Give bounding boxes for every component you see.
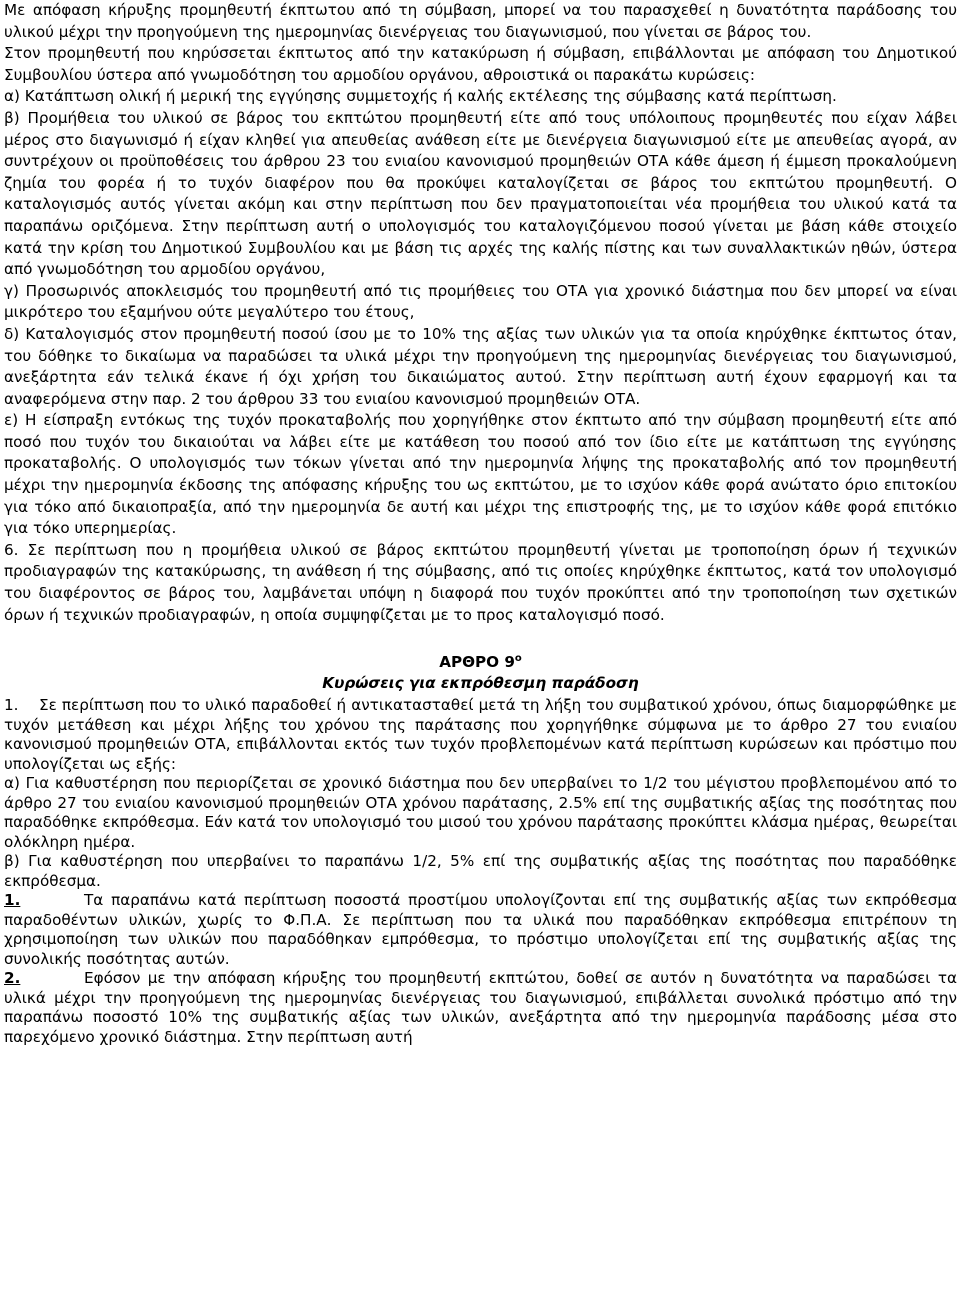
numbered-paragraph-1-number: 1.: [4, 891, 21, 910]
article-sub-paragraph-b: β) Για καθυστέρηση που υπερβαίνει το παραπάνω 1/2, 5% επί της συμβατικής αξίας της ποσότητας που παραδόθηκε εκπρόθεσμα.: [4, 852, 957, 890]
paragraph-sanctions-intro: Στον προμηθευτή που κηρύσσεται έκπτωτος από την κατακύρωση ή σύμβαση, επιβάλλονται με απόφαση του Δημοτικού Συμβουλίου ύστερα από γνωμοδότηση του αρμοδίου οργάνου, αθροιστικά οι παρακάτω κυρώσεις:: [4, 44, 957, 84]
paragraph-bankruptcy-decision: Με απόφαση κήρυξης προμηθευτή έκπτωτου από τη σύμβαση, μπορεί να του παρασχεθεί η δυνατότητα παράδοσης του υλικού μέχρι την προηγούμενη της ημερομηνίας διενέργειας του διαγωνισμού, που γίνεται σε βάρος του.: [4, 1, 957, 41]
numbered-paragraph-1-text: Τα παραπάνω κατά περίπτωση ποσοστά προστίμου υπολογίζονται επί της συμβατικής αξίας των εκπρόθεσμα παραδοθέντων υλικών, χωρίς το Φ.Π.Α. Σε περίπτωση που τα υλικά που παραδόθηκαν εκπρόθεσμα επιτρέπουν τη χρησιμοποίηση των υλικών που παραδόθηκαν εμπρόθεσμα, το πρόστιμο υπολογίζεται επί της συμβατικής αξίας της συνολικής ποσότητας αυτών.: [4, 891, 957, 968]
article-paragraph-1-number: 1.: [4, 696, 19, 715]
paragraph-sanction-d: δ) Καταλογισμός στον προμηθευτή ποσού ίσου με το 10% της αξίας των υλικών για τα οποία κηρύχθηκε έκπτωτος όταν, του δόθηκε το δικαίωμα να παραδώσει τα υλικά μέχρι την προηγούμενη της ημερομηνίας διενέργειας του διαγωνισμού, ανεξάρτητα εάν τελικά έκανε ή όχι χρήση του δικαιώματος αυτού. Στην περίπτωση αυτή έχουν εφαρμογή και τα αναφερόμενα στην παρ. 2 του άρθρου 33 του ενιαίου κανονισμού προμηθειών ΟΤΑ.: [4, 324, 957, 408]
article-sub-paragraph-a: α) Για καθυστέρηση που περιορίζεται σε χρονικό διάστημα που δεν υπερβαίνει το 1/2 του μέγιστου προβλεπομένου από το άρθρο 27 του ενιαίου κανονισμού προμηθειών ΟΤΑ χρόνου παράτασης, 2.5% επί της συμβατικής αξίας της ποσότητας που παραδόθηκε εκπρόθεσμα. Εάν κατά τον υπολογισμό του μισού του χρόνου παράτασης προκύπτει κλάσμα ημέρας, θεωρείται ολόκληρη ημέρα.: [4, 774, 957, 851]
numbered-paragraph-2-text: Εφόσον με την απόφαση κήρυξης του προμηθευτή εκπτώτου, δοθεί σε αυτόν η δυνατότητα να παραδώσει τα υλικά μέχρι την προηγούμενη της ημερομηνίας διενέργειας του διαγωνισμού, επιβάλλεται συνολικά πρόστιμο από την παραπάνω ποσοστό 10% της συμβατικής αξίας των υλικών, ανεξάρτητα από την ημερομηνία παράδοσης μέσα στο παρεχόμενο χρονικό διάστημα. Στην περίπτωση αυτή: [4, 969, 957, 1046]
paragraph-6: 6. Σε περίπτωση που η προμήθεια υλικού σε βάρος εκπτώτου προμηθευτή γίνεται με τροποποίηση όρων ή τεχνικών προδιαγραφών της κατακύρωσης, τη ανάθεση ή της σύμβασης, από τις οποίες κηρύχθηκε έκπτωτος, κατά τον υπολογισμό του διαφέροντος σε βάρος του, λαμβάνεται υπόψη η διαφορά που τυχόν προκύπτει από την τροποποίηση των σχετικών όρων ή τεχνικών προδιαγραφών, η οποία συμψηφίζεται με το προς καταλογισμό ποσό.: [4, 540, 957, 624]
numbered-paragraph-2: [4, 969, 957, 1047]
paragraph-sanction-a: α) Κατάπτωση ολική ή μερική της εγγύησης συμμετοχής ή καλής εκτέλεσης της σύμβασης κατά περίπτωση.: [4, 87, 837, 106]
article-title: [4, 652, 957, 673]
article-title-text: ΑΡΘΡΟ 9: [439, 653, 515, 672]
article-title-ordinal: ο: [514, 653, 522, 665]
paragraph-sanction-e: ε) Η είσπραξη εντόκως της τυχόν προκαταβολής που χορηγήθηκε στον έκπτωτο από την σύμβαση προμηθευτή είτε από ποσό που τυχόν του δικαιούται να λάβει είτε με κατάθεση του ποσού από τον ίδιο είτε με κατάπτωση της εγγύησης προκαταβολής. Ο υπολογισμός των τόκων γίνεται από την ημερομηνία λήψης της προκαταβολής από τον προμηθευτή μέχρι την ημερομηνία έκδοσης της απόφασης κήρυξης του ως εκπτώτου, με το ισχύον κάθε φορά ανώτατο όριο επιτοκίου για τόκο από δικαιοπραξία, από την ημερομηνία δε αυτή και μέχρι της επιστροφής της, με το ισχύον κάθε φορά επιτόκιο για τόκο υπερημερίας.: [4, 411, 957, 538]
paragraph-sanction-c: γ) Προσωρινός αποκλεισμός του προμηθευτή από τις προμήθειες του ΟΤΑ για χρονικό διάστημα που δεν μπορεί να είναι μικρότερο του εξαμήνου ούτε μεγαλύτερο του έτους,: [4, 281, 957, 322]
article-paragraph-1: [4, 696, 957, 774]
article-subtitle: Κυρώσεις για εκπρόθεσμη παράδοση: [322, 674, 639, 693]
numbered-paragraph-2-number: 2.: [4, 969, 21, 988]
paragraph-sanction-b: β) Προμήθεια του υλικού σε βάρος του εκπτώτου προμηθευτή είτε από τους υπόλοιπους προμηθευτές που είχαν λάβει μέρος στο διαγωνισμό ή είχαν κληθεί για απευθείας ανάθεση είτε με διενέργεια διαγωνισμού είτε με απευθείας αγορά, αν συντρέχουν οι προϋποθέσεις του άρθρου 23 του ενιαίου κανονισμού προμηθειών ΟΤΑ κάθε άμεση ή έμμεση προκαλούμενη ζημία του φορέα ή το τυχόν διαφέρον που θα προκύψει καταλογίζεται σε βάρος του εκπτώτου προμηθευτή. Ο καταλογισμός αυτός γίνεται ακόμη και στην περίπτωση που δεν πραγματοποιείται νέα προμήθεια του υλικού κατά τα παραπάνω οριζόμενα. Στην περίπτωση αυτή ο υπολογισμός του καταλογιζόμενου ποσού γίνεται με βάση κάθε στοιχείο κατά την κρίση του Δημοτικού Συμβουλίου και με βάση τις αρχές της καλής πίστης και των συναλλακτικών ηθών, ύστερα από γνωμοδότηση του αρμοδίου οργάνου,: [4, 108, 957, 279]
article-paragraph-1-text: Σε περίπτωση που το υλικό παραδοθεί ή αντικατασταθεί μετά τη λήξη του συμβατικού χρόνου, όπως διαμορφώθηκε με τυχόν μετάθεση και μέχρι λήξης του χρόνου της παράτασης που χορηγήθηκε σύμφωνα με το άρθρο 27 του ενιαίου κανονισμού προμηθειών ΟΤΑ, επιβάλλονται εκτός των τυχόν προβλεπομένων κατά περίπτωση κυρώσεων και πρόστιμο που υπολογίζεται ως εξής:: [4, 696, 957, 773]
numbered-paragraph-1: [4, 891, 957, 969]
